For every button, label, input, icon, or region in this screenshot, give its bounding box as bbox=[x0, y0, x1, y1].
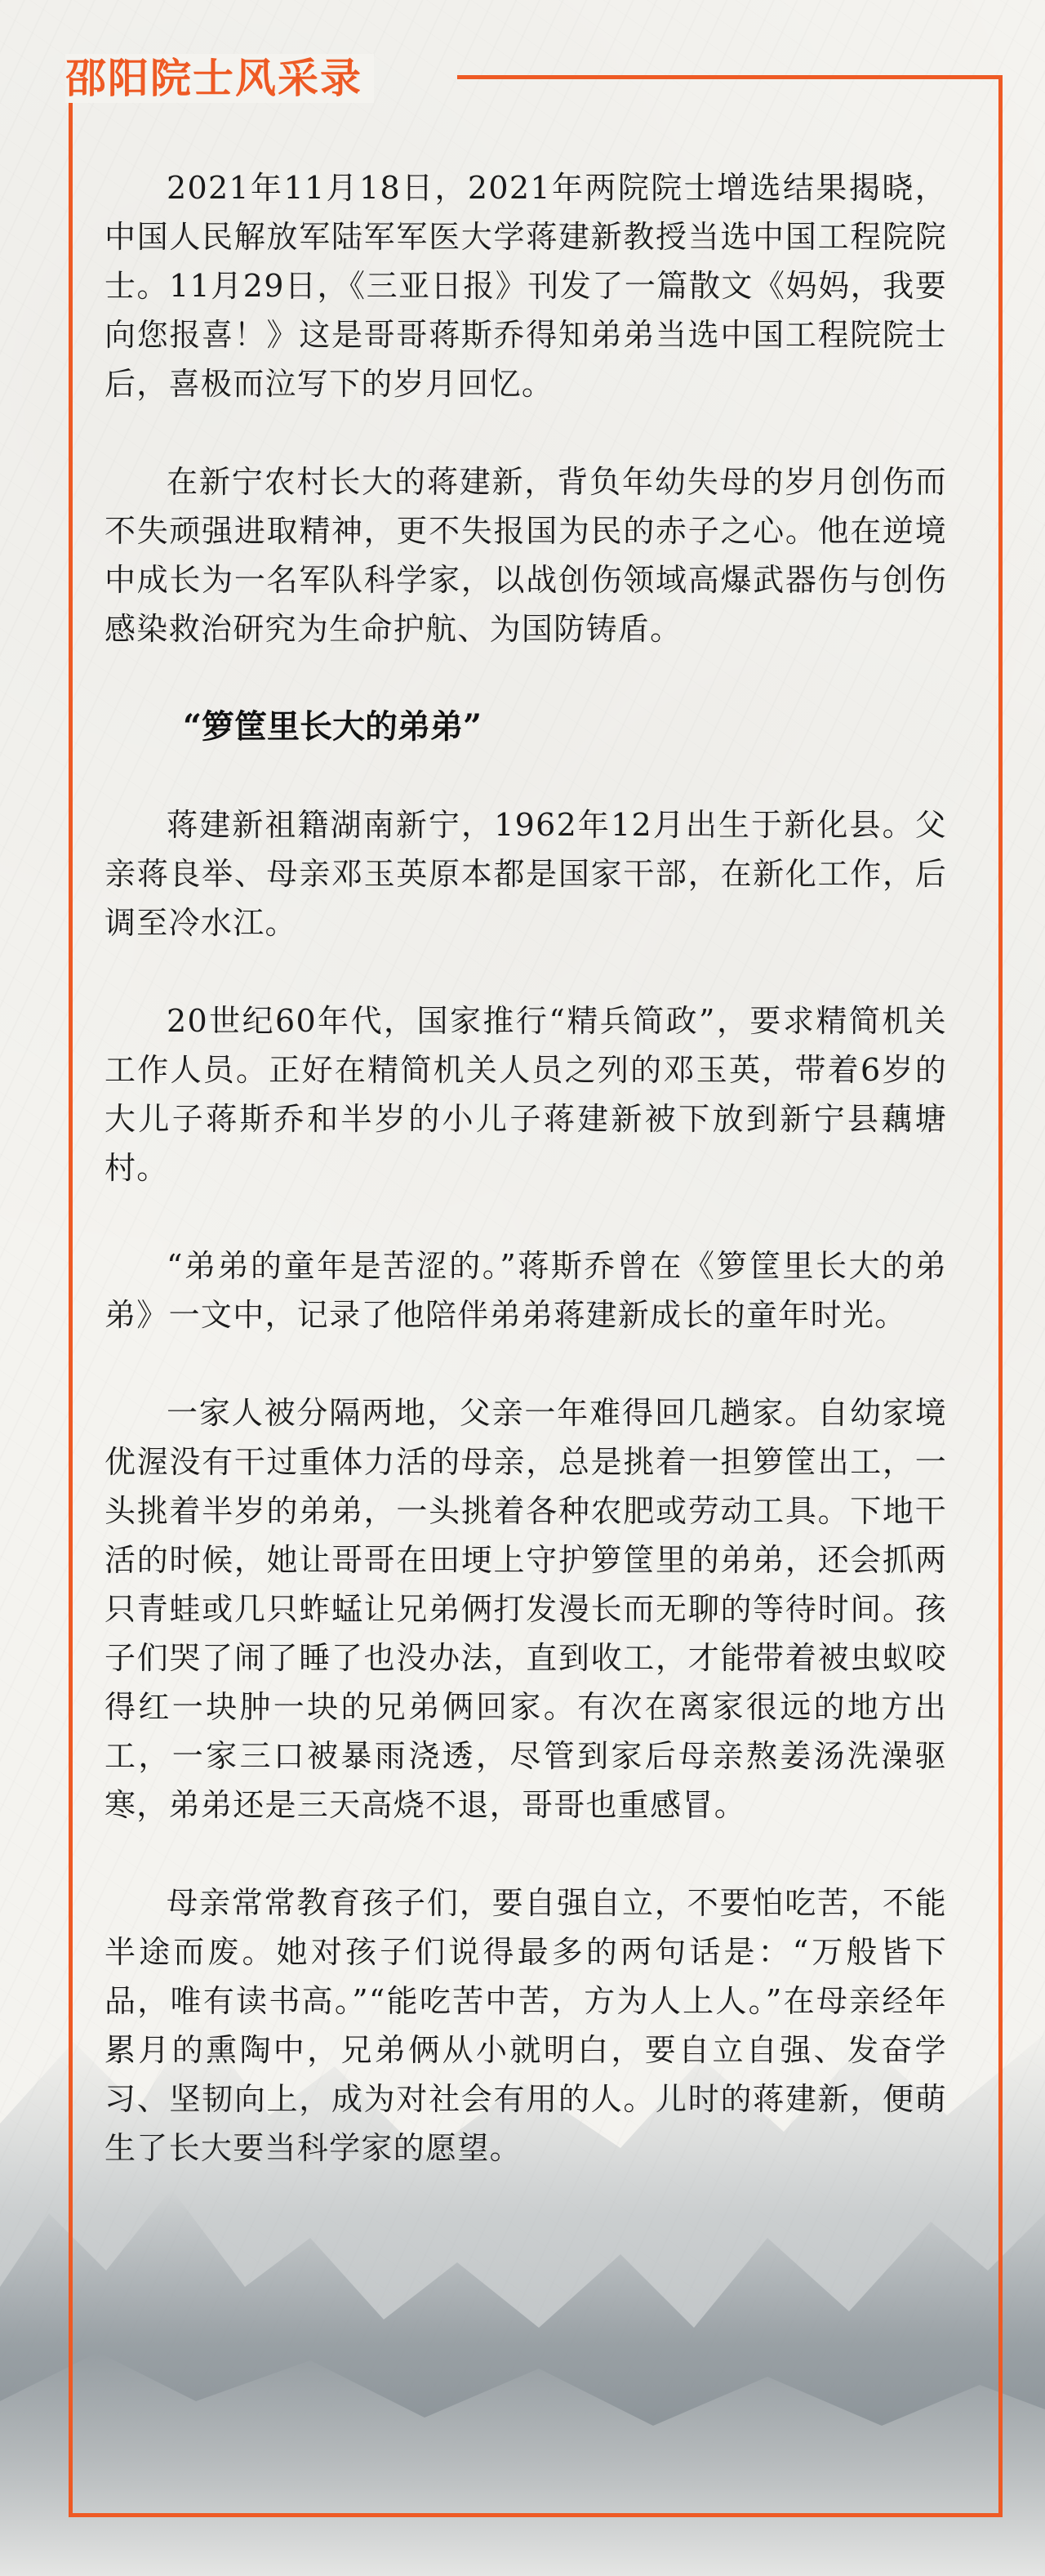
paragraph-childhood-quote: “弟弟的童年是苦涩的。”蒋斯乔曾在《箩筐里长大的弟弟》一文中，记录了他陪伴弟弟蒋建新成长的童年时光。 bbox=[104, 1248, 947, 1333]
column-title: 邵阳院士风采录 bbox=[65, 54, 374, 103]
paragraph-background: 在新宁农村长大的蒋建新，背负年幼失母的岁月创伤而不失顽强进取精神，更不失报国为民的赤子之心。他在逆境中成长为一名军队科学家，以战创伤领域高爆武器伤与创伤感染救治研究为生命护航、为国防铸盾。 bbox=[104, 464, 947, 647]
section-subheading: “箩筐里长大的弟弟” bbox=[183, 707, 482, 746]
paragraph-birth: 蒋建新祖籍湖南新宁，1962年12月出生于新化县。父亲蒋良举、母亲邓玉英原本都是国家干部，在新化工作，后调至冷水江。 bbox=[104, 807, 947, 941]
orange-border-top-line bbox=[457, 75, 1003, 79]
paragraph-intro: 2021年11月18日，2021年两院院士增选结果揭晓，中国人民解放军陆军军医大学蒋建新教授当选中国工程院院士。11月29日，《三亚日报》刊发了一篇散文《妈妈，我要向您报喜！》这是哥哥蒋斯乔得知弟弟当选中国工程院院士后，喜极而泣写下的岁月回忆。 bbox=[104, 170, 947, 402]
paragraph-mother-teaching: 母亲常常教育孩子们，要自强自立，不要怕吃苦，不能半途而废。她对孩子们说得最多的两句话是：“万般皆下品，唯有读书高。”“能吃苦中苦，方为人上人。”在母亲经年累月的熏陶中，兄弟俩从小就明白，要自立自强、发奋学习、坚韧向上，成为对社会有用的人。儿时的蒋建新，便萌生了长大要当科学家的愿望。 bbox=[104, 1885, 947, 2166]
article-body bbox=[104, 163, 947, 2173]
paragraph-1960s: 20世纪60年代，国家推行“精兵简政”，要求精简机关工作人员。正好在精简机关人员之列的邓玉英，带着6岁的大儿子蒋斯乔和半岁的小儿子蒋建新被下放到新宁县藕塘村。 bbox=[104, 1003, 947, 1186]
paragraph-family-hardship: 一家人被分隔两地，父亲一年难得回几趟家。自幼家境优渥没有干过重体力活的母亲，总是挑着一担箩筐出工，一头挑着半岁的弟弟，一头挑着各种农肥或劳动工具。下地干活的时候，她让哥哥在田埂上守护箩筐里的弟弟，还会抓两只青蛙或几只蚱蜢让兄弟俩打发漫长而无聊的等待时间。孩子们哭了闹了睡了也没办法，直到收工，才能带着被虫蚁咬得红一块肿一块的兄弟俩回家。有次在离家很远的地方出工，一家三口被暴雨浇透，尽管到家后母亲熬姜汤洗澡驱寒，弟弟还是三天高烧不退，哥哥也重感冒。 bbox=[104, 1395, 947, 1823]
